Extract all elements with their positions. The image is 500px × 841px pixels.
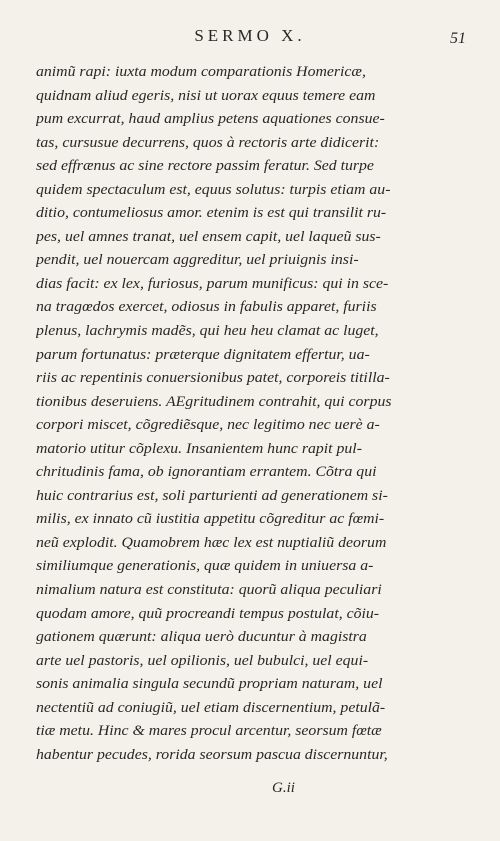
signature-mark: G.ii	[272, 780, 295, 796]
running-head: SERMO X.	[194, 26, 306, 45]
text-line: tiæ metu. Hinc & mares procul arcentur, seorsum fœtæ	[36, 722, 382, 740]
text-line: pes, uel amnes tranat, uel ensem capit, uel laqueũ sus-	[36, 227, 381, 245]
text-line: pum excurrat, haud amplius petens aquationes consue-	[36, 110, 385, 128]
text-line: gationem quærunt: aliqua uerò ducuntur à magistra	[36, 628, 367, 646]
page-number: 51	[450, 30, 466, 47]
text-line: tionibus deseruiens. AEgritudinem contrahit, qui corpus	[36, 392, 392, 410]
text-line: milis, ex innato cũ iustitia appetitu cõgreditur ac fœmi-	[36, 510, 385, 528]
text-line: quodam amore, quũ procreandi tempus postulat, cõiu-	[36, 604, 380, 622]
text-line: matorio utitur cõplexu. Insanientem hunc rapit pul-	[36, 439, 362, 457]
text-line: parum fortunatus: præterque dignitatem effertur, ua-	[36, 345, 370, 363]
text-line: animũ rapi: iuxta modum comparationis Homericæ,	[36, 63, 366, 80]
text-line: habentur pecudes, rorida seorsum pascua discernuntur,	[36, 745, 388, 763]
text-line: plenus, lachrymis madẽs, qui heu heu clamat ac luget,	[36, 322, 379, 340]
text-line: ditio, contumeliosus amor. etenim is est qui transilit ru-	[36, 204, 387, 222]
text-line: corpori miscet, cõgrediẽsque, nec legitimo nec uerè a-	[36, 416, 380, 434]
text-line: chritudinis fama, ob ignorantiam errantem. Cõtra qui	[36, 463, 377, 481]
text-line: huic contrarius est, soli parturienti ad generationem si-	[36, 486, 388, 504]
text-line: na tragœdos exercet, odiosus in fabulis apparet, furiis	[36, 298, 377, 316]
text-line: quidem spectaculum est, equus solutus: turpis etiam au-	[36, 180, 391, 198]
text-line: sonis animalia singula secundũ propriam naturam, uel	[36, 675, 383, 693]
text-line: tas, cursusue decurrens, quos à rectoris arte didicerit:	[36, 133, 380, 151]
text-line: quidnam aliud egeris, nisi ut uorax equus temere eam	[36, 86, 376, 104]
text-line: neũ explodit. Quamobrem hæc lex est nuptialiũ deorum	[36, 533, 387, 551]
text-line: dias facit: ex lex, furiosus, parum munificus: qui in sce-	[36, 274, 389, 292]
text-line: sed effrænus ac sine rectore passim feratur. Sed turpe	[36, 157, 374, 175]
text-line: arte uel pastoris, uel opilionis, uel bubulci, uel equi-	[36, 651, 369, 669]
text-line: pendit, uel nouercam aggreditur, uel priuignis insi-	[36, 251, 359, 269]
text-line: riis ac repentinis conuersionibus patet, corporeis titilla-	[36, 369, 390, 387]
text-line: similiumque generationis, quæ quidem in uniuersa a-	[36, 557, 374, 575]
text-line: nectentiũ ad coniugiũ, uel etiam discernentium, petulã-	[36, 698, 386, 716]
text-line: nimalium natura est constituta: quorũ aliqua peculiari	[36, 581, 382, 599]
text-block	[36, 60, 472, 766]
